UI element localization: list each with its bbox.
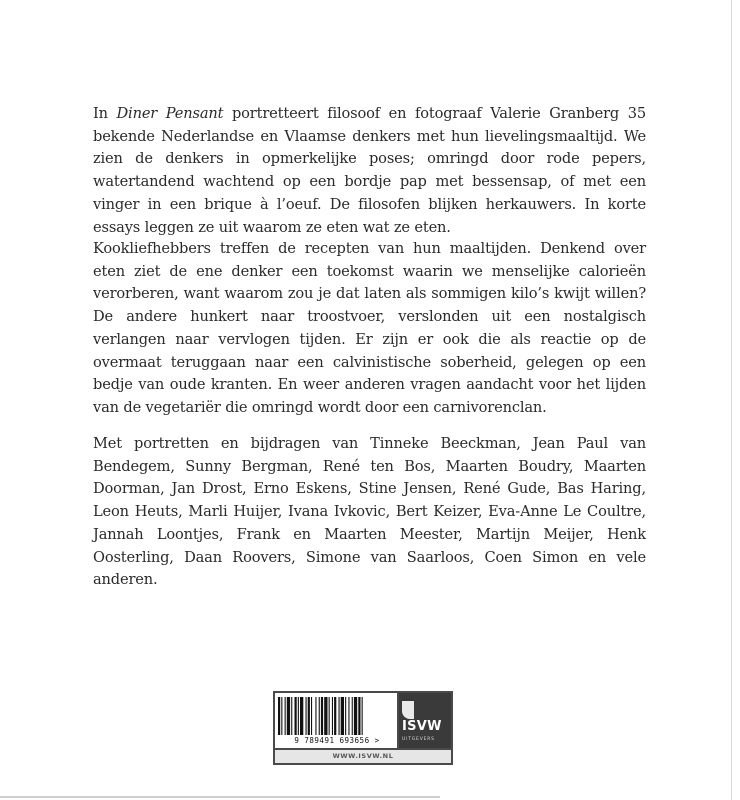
barcode-bar bbox=[358, 697, 360, 735]
publisher-url: WWW.ISVW.NL bbox=[275, 750, 451, 763]
barcode-bar bbox=[311, 697, 312, 735]
barcode-bar bbox=[315, 697, 316, 735]
barcode-bar bbox=[298, 697, 299, 735]
barcode-bar bbox=[308, 697, 310, 735]
blurb-paragraph-contributors bbox=[93, 433, 646, 592]
barcode-bar bbox=[306, 697, 307, 735]
barcode-bar bbox=[332, 697, 333, 735]
isbn-digits: 9 789491 693656 > bbox=[294, 736, 380, 745]
barcode-bar bbox=[287, 697, 290, 735]
barcode-bar bbox=[291, 697, 292, 735]
paragraph-contributors-text: Met portretten en bijdragen van Tinneke Beeckman, Jean Paul van Bendegem, Sunny Bergman, René ten Bos, Maarten Boudry, Maarten Doorman, Jan Drost, Erno Eskens, Stine Jensen, René Gude, Bas Haring, Leon Heuts, Marli Huijer, Ivana Ivkovic, Bert Keizer, Eva-Anne Le Coultre, Jannah Loontjes, Frank en Maarten Meester, Martijn Meijer, Henk Oosterling, Daan Roovers, Simone van Saarloos, Coen Simon en vele anderen. bbox=[93, 435, 646, 589]
blurb-paragraph-recipes bbox=[93, 238, 646, 420]
intro-run-0: In bbox=[93, 105, 117, 122]
barcode-bar bbox=[319, 697, 320, 735]
barcode-bar bbox=[285, 697, 286, 735]
barcode-bar bbox=[354, 697, 357, 735]
barcode-icon bbox=[278, 697, 394, 737]
blurb-paragraph-intro bbox=[93, 103, 646, 239]
barcode-bar bbox=[295, 697, 297, 735]
barcode-area bbox=[275, 693, 397, 748]
barcode-bar bbox=[324, 697, 327, 735]
barcode-bar bbox=[278, 697, 280, 735]
barcode-bar bbox=[345, 697, 346, 735]
barcode-bar bbox=[352, 697, 353, 735]
barcode-bar bbox=[348, 697, 349, 735]
barcode-bar bbox=[281, 697, 282, 735]
publisher-logo-subtext: UITGEVERS bbox=[402, 737, 435, 742]
logo-mark-icon bbox=[402, 701, 414, 719]
barcode-bar bbox=[329, 697, 330, 735]
book-title-italic: Diner Pensant bbox=[116, 105, 224, 122]
barcode-bar bbox=[341, 697, 344, 735]
barcode-bar bbox=[339, 697, 340, 735]
bottom-edge-divider bbox=[0, 796, 440, 798]
page-edge-divider bbox=[731, 0, 732, 800]
publisher-logo-text: ISVW bbox=[402, 719, 442, 734]
publisher-logo bbox=[399, 693, 451, 748]
barcode-panel bbox=[273, 691, 453, 765]
paragraph-intro-text bbox=[93, 103, 646, 239]
barcode-bar bbox=[334, 697, 336, 735]
paragraph-recipes-text: Kookliefhebbers treffen de recepten van hun maaltijden. Denkend over eten ziet de ene denker een toekomst waarin we menselijke calorieën verorberen, want waarom zou je dat laten als sommigen kilo’s kwijt willen? De andere hunkert naar troostvoer, verslonden uit een nostalgisch verlangen naar vervlogen tijden. Er zijn er ook die als reactie op de overmaat teruggaan naar een calvinistische soberheid, gelegen op een bedje van oude kranten. En weer anderen vragen aandacht voor het lijden van de vegetariër die omringd wordt door een carnivorenclan. bbox=[93, 240, 646, 416]
barcode-bar bbox=[321, 697, 323, 735]
intro-run-2: portretteert filosoof en fotograaf Valerie Granberg 35 bekende Nederlandse en Vlaamse denkers met hun lievelingsmaaltijd. We zien de denkers in opmerkelijke poses; omringd door rode pepers, watertandend wachtend op een bordje pap met bessensap, of met een vinger in een brique à l’oeuf. De filosofen blijken herkauwers. In korte essays leggen ze uit waarom ze eten wat ze eten. bbox=[93, 105, 646, 236]
barcode-bar bbox=[300, 697, 303, 735]
barcode-bar bbox=[362, 697, 363, 735]
